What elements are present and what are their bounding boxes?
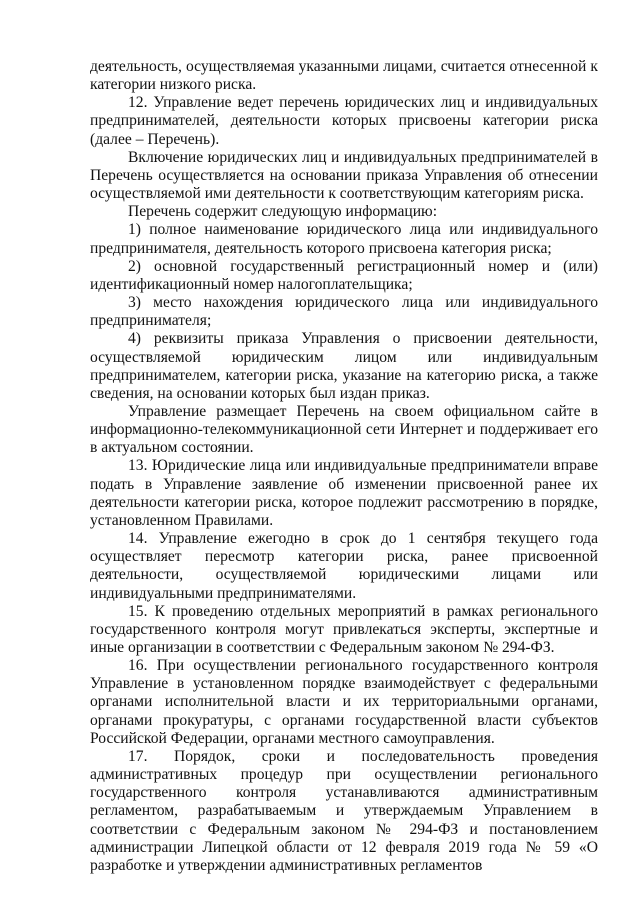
paragraph-item-16: 16. При осуществлении регионального государственного контроля Управление в установленном порядке взаимодействует с федеральными органами исполнительной власти и их территориальными органами, органами прокуратуры, с органами государственной власти субъектов Российской Федерации, органами местного самоуправления. xyxy=(90,657,598,747)
paragraph-item-17: 17. Порядок, сроки и последовательность проведения административных процедур при осуществлении регионального государственного контроля устанавливаются административным регламентом, разрабатываемым и утверждаемым Управлением в соответствии с Федеральным законом № 294-ФЗ и постановлением администрации Липецкой области от 12 февраля 2019 года № 59 «О разработке и утверждении административных регламентов xyxy=(90,747,598,874)
list-item-3: 3) место нахождения юридического лица или индивидуального предпринимателя; xyxy=(90,294,598,330)
document-page xyxy=(90,58,598,875)
paragraph-item-13: 13. Юридические лица или индивидуальные предприниматели вправе подать в Управление заявление об изменении присвоенной ранее их деятельности категории риска, которое подлежит рассмотрению в порядке, установленном Правилами. xyxy=(90,457,598,529)
paragraph-item-12-inclusion: Включение юридических лиц и индивидуальных предпринимателей в Перечень осуществляется на основании приказа Управления об отнесении осуществляемой ими деятельности к соответствующим категориям риска. xyxy=(90,148,598,203)
list-item-4: 4) реквизиты приказа Управления о присвоении деятельности, осуществляемой юридическим лицом или индивидуальным предпринимателем, категории риска, указание на категорию риска, а также сведения, на основании которых был издан приказ. xyxy=(90,330,598,402)
paragraph-item-12-list-intro: Перечень содержит следующую информацию: xyxy=(128,203,438,221)
paragraph-item-15: 15. К проведению отдельных мероприятий в рамках регионального государственного контроля могут привлекаться эксперты, экспертные и иные организации в соответствии с Федеральным законом № 294-ФЗ. xyxy=(90,602,598,656)
paragraph-item-14: 14. Управление ежегодно в срок до 1 сентября текущего года осуществляет пересмотр категории риска, ранее присвоенной деятельности, осуществляемой юридическими лицами или индивидуальными предпринимателями. xyxy=(90,530,598,602)
paragraph-continuation: деятельность, осуществляемая указанными лицами, считается отнесенной к категории низкого риска. xyxy=(90,58,598,94)
list-item-1: 1) полное наименование юридического лица или индивидуального предпринимателя, деятельность которого присвоена категория риска; xyxy=(90,221,598,257)
paragraph-item-12: 12. Управление ведет перечень юридических лиц и индивидуальных предпринимателей, деятельности которых присвоены категории риска (далее – Перечень). xyxy=(90,94,598,148)
list-item-2: 2) основной государственный регистрационный номер и (или) идентификационный номер налогоплательщика; xyxy=(90,257,598,293)
paragraph-item-12-publication: Управление размещает Перечень на своем официальном сайте в информационно-телекоммуникационной сети Интернет и поддерживает его в актуальном состоянии. xyxy=(90,402,598,457)
